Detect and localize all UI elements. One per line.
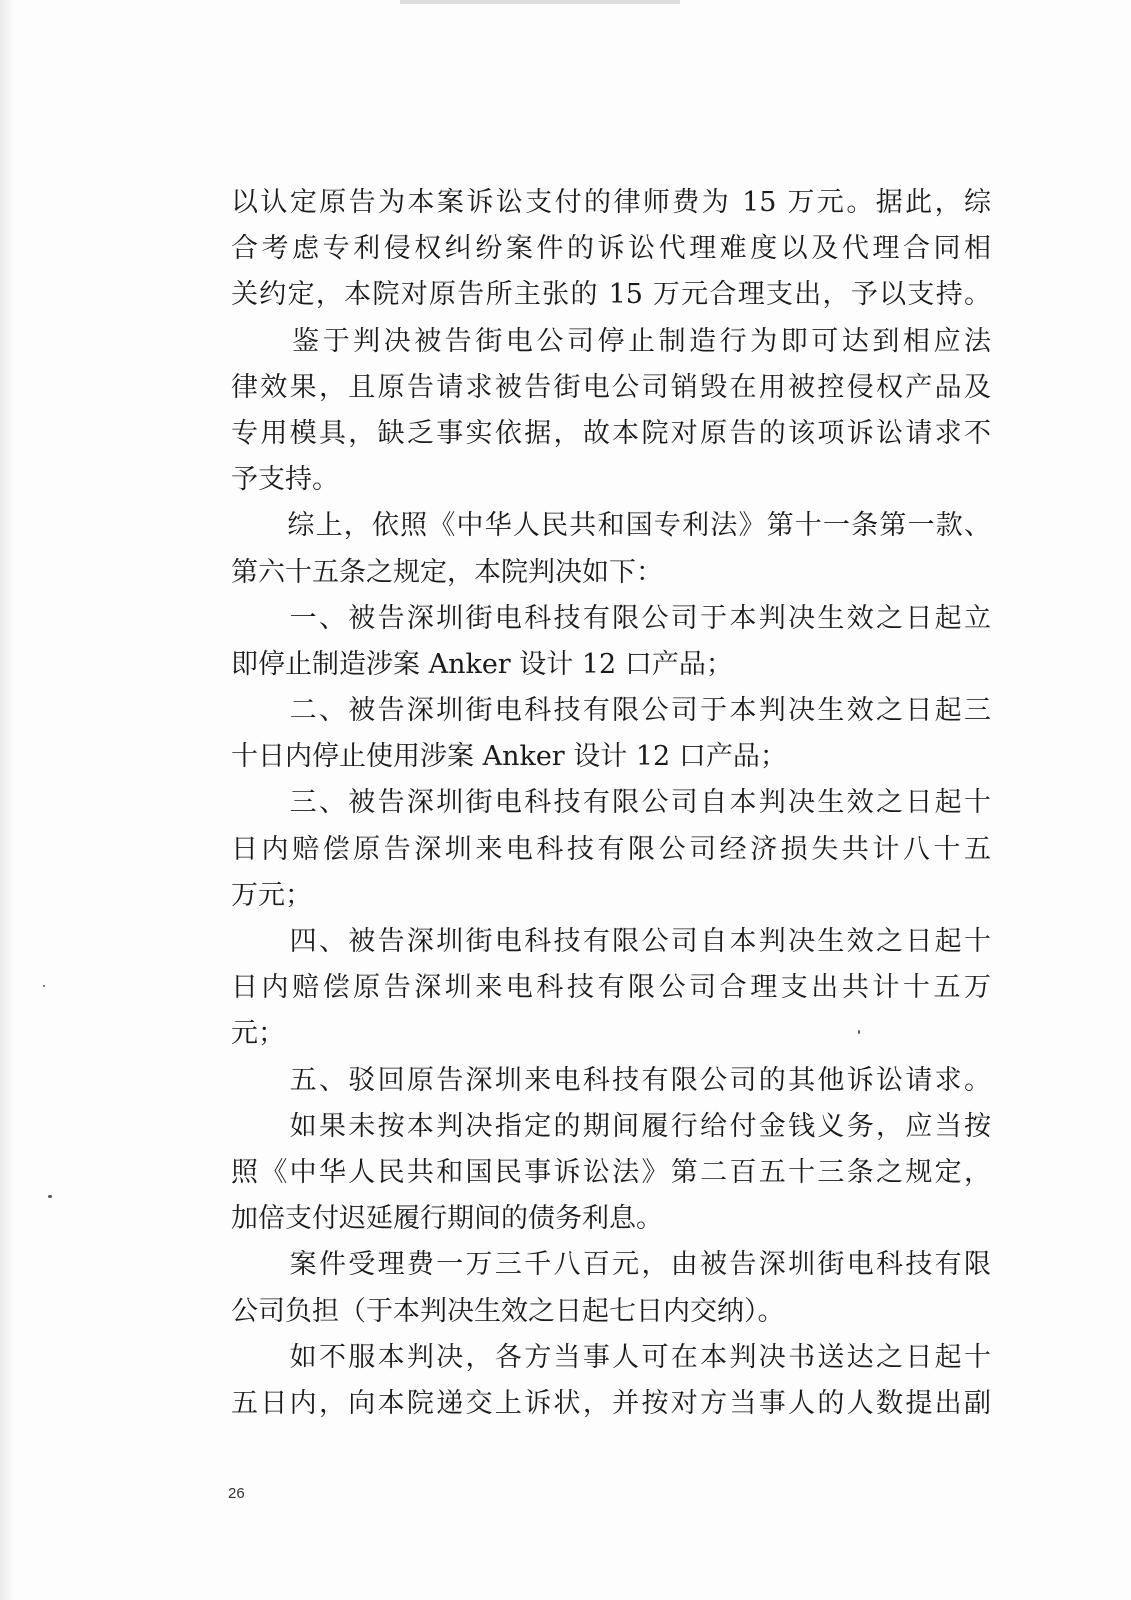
scan-speck (858, 1030, 860, 1034)
text-line: 予支持。 (231, 464, 339, 496)
text-line: 综上，依照《中华人民共和国专利法》第十一条第一款、 (231, 510, 991, 542)
text-line: 四、被告深圳街电科技有限公司自本判决生效之日起十 (231, 926, 991, 957)
text-line: 元； (231, 1018, 285, 1050)
scan-artifact (400, 0, 680, 4)
text-line: 照《中华人民共和国民事诉讼法》第二百五十三条之规定， (231, 1156, 991, 1188)
text-line: 合考虑专利侵权纠纷案件的诉讼代理难度以及代理合同相 (231, 233, 991, 265)
text-line: 日内赔偿原告深圳来电科技有限公司合理支出共计十五万 (231, 972, 991, 1004)
text-line: 以认定原告为本案诉讼支付的律师费为 15 万元。据此，综 (231, 187, 991, 218)
text-line: 五、驳回原告深圳来电科技有限公司的其他诉讼请求。 (231, 1064, 991, 1096)
scan-edge (0, 0, 14, 1600)
text-line: 万元； (231, 879, 312, 911)
text-line: 日内赔偿原告深圳来电科技有限公司经济损失共计八十五 (231, 833, 991, 865)
scan-speck (43, 985, 45, 987)
text-line: 三、被告深圳街电科技有限公司自本判决生效之日起十 (231, 787, 991, 819)
text-line: 二、被告深圳街电科技有限公司于本判决生效之日起三 (231, 695, 991, 727)
text-line: 律效果，且原告请求被告街电公司销毁在用被控侵权产品及 (231, 371, 991, 403)
text-line: 第六十五条之规定，本院判决如下： (231, 556, 663, 588)
text-line: 即停止制造涉案 Anker 设计 12 口产品； (231, 648, 733, 680)
text-line: 关约定，本院对原告所主张的 15 万元合理支出，予以支持。 (231, 279, 991, 311)
text-line: 如不服本判决，各方当事人可在本判决书送达之日起十 (231, 1341, 991, 1373)
page-number: 26 (228, 1485, 245, 1502)
text-line: 一、被告深圳街电科技有限公司于本判决生效之日起立 (231, 602, 991, 634)
text-line: 五日内，向本院递交上诉状，并按对方当事人的人数提出副 (231, 1387, 991, 1419)
scan-speck (48, 1195, 52, 1198)
text-line: 如果未按本判决指定的期间履行给付金钱义务，应当按 (231, 1110, 991, 1142)
judgment-body-text (231, 180, 991, 1427)
text-line: 十日内停止使用涉案 Anker 设计 12 口产品； (231, 741, 787, 773)
text-line: 公司负担（于本判决生效之日起七日内交纳）。 (231, 1295, 785, 1327)
text-line: 鉴于判决被告街电公司停止制造行为即可达到相应法 (231, 325, 991, 357)
text-line: 加倍支付迟延履行期间的债务利息。 (231, 1203, 663, 1235)
text-line: 案件受理费一万三千八百元，由被告深圳街电科技有限 (231, 1249, 991, 1281)
text-line: 专用模具，缺乏事实依据，故本院对原告的该项诉讼请求不 (231, 417, 991, 449)
